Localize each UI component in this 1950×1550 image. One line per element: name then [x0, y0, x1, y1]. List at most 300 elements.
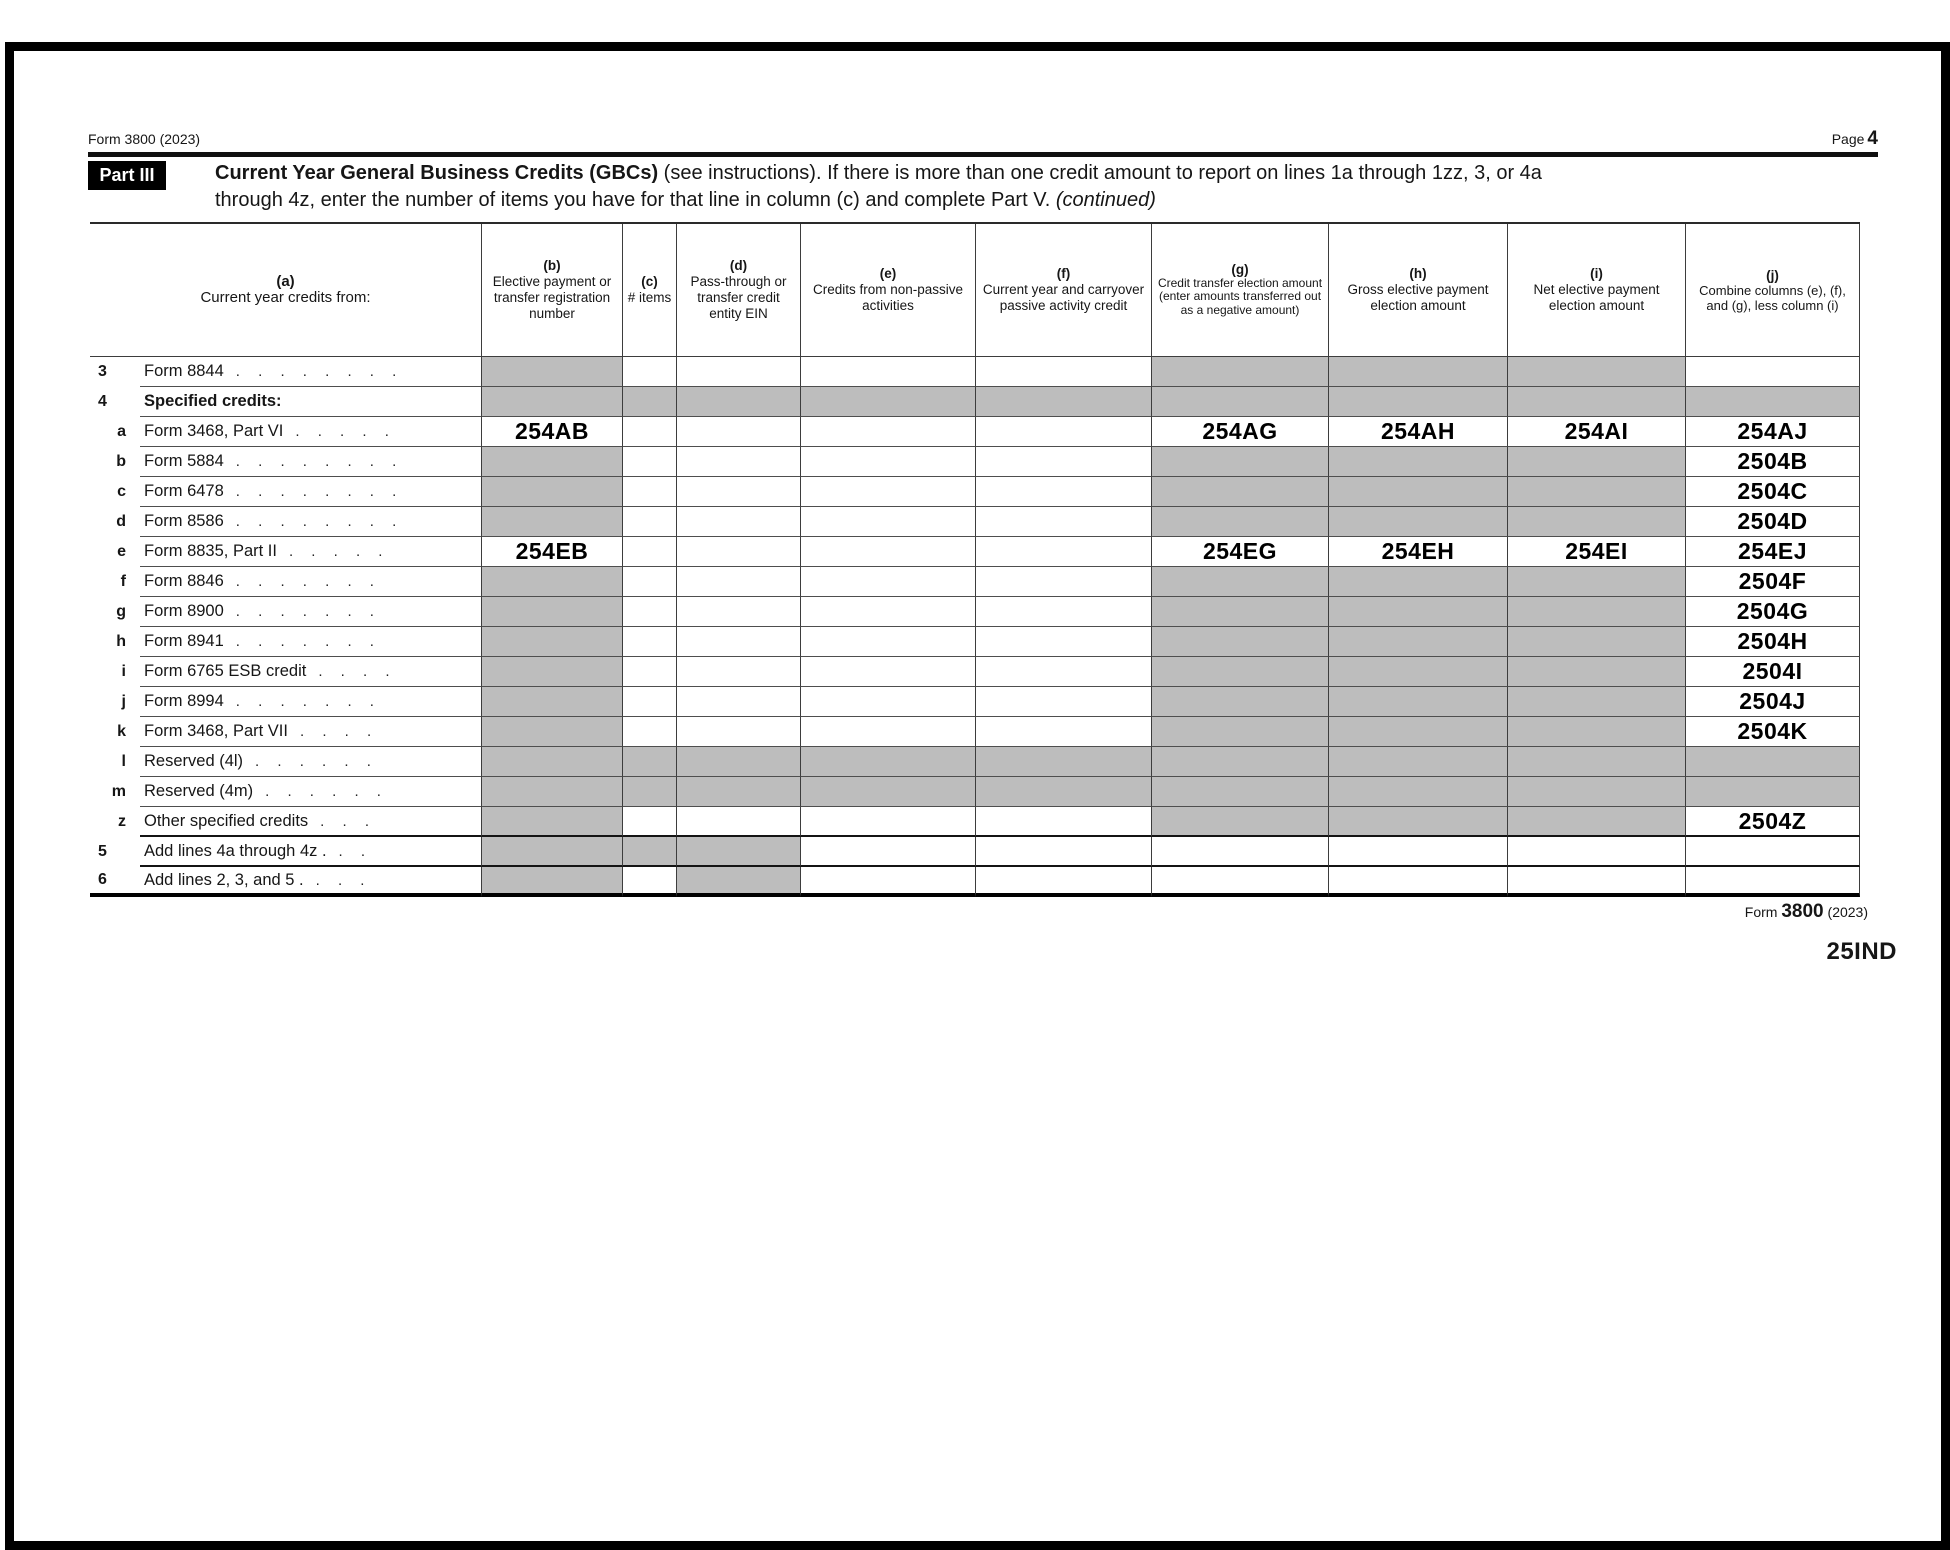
row-label-4g: [140, 597, 482, 627]
cell-4b-c: [623, 447, 677, 477]
cell-4d-h: [1329, 507, 1508, 537]
part-iii-badge: Part III: [88, 161, 166, 190]
cell-4i-e: [801, 657, 976, 687]
footer-form-word: Form: [1744, 904, 1778, 920]
row-num-4g: g: [116, 603, 126, 620]
row-label-text: Add lines 2, 3, and 5 .: [144, 870, 304, 889]
cell-4m-f: [976, 777, 1152, 807]
row-label-4f: [140, 567, 482, 597]
row-num-4z: z: [118, 813, 126, 830]
cell-4k-d: [677, 717, 801, 747]
cell-5-d: [677, 837, 801, 867]
row-num-5: 5: [98, 843, 107, 860]
cell-5-b: [482, 837, 623, 867]
cell-4k-h: [1329, 717, 1508, 747]
cell-4i-f: [976, 657, 1152, 687]
col-desc-b: Elective payment or transfer registration number: [492, 274, 612, 321]
cell-4h-f: [976, 627, 1152, 657]
dot-leader: . . . . . . . .: [235, 453, 397, 470]
dot-leader: . . . .: [318, 663, 390, 680]
cell-4z-b: [482, 807, 623, 837]
row-label-4: [140, 387, 482, 417]
col-letter-g: (g): [1231, 262, 1249, 277]
row-label-text: Specified credits:: [144, 392, 282, 410]
col-header-b: [482, 224, 623, 357]
row-num-4c: c: [117, 483, 126, 500]
cell-4z-d: [677, 807, 801, 837]
field-code-4a-i: 254AI: [1564, 418, 1629, 444]
col-header-h: [1329, 224, 1508, 357]
dot-leader: . . . . . .: [265, 783, 381, 800]
col-letter-c: (c): [641, 274, 658, 289]
cell-4g-c: [623, 597, 677, 627]
col-letter-d: (d): [729, 258, 748, 273]
cell-4e-b: [482, 537, 623, 567]
cell-4h-g: [1152, 627, 1329, 657]
cell-4z-g: [1152, 807, 1329, 837]
row-label-4i: [140, 657, 482, 687]
cell-4i-i: [1508, 657, 1686, 687]
row-num-3: 3: [98, 363, 107, 380]
cell-4g-d: [677, 597, 801, 627]
cell-4g-i: [1508, 597, 1686, 627]
cell-4m-e: [801, 777, 976, 807]
cell-4g-f: [976, 597, 1152, 627]
cell-4a-g: [1152, 417, 1329, 447]
row-label-4l: [140, 747, 482, 777]
cell-4f-f: [976, 567, 1152, 597]
col-desc-a: Current year credits from:: [200, 289, 371, 306]
cell-4b-d: [677, 447, 801, 477]
cell-4j-h: [1329, 687, 1508, 717]
dot-leader: . . . . . .: [255, 753, 371, 770]
cell-3-d: [677, 357, 801, 387]
row-label-4b: [140, 447, 482, 477]
cell-4d-f: [976, 507, 1152, 537]
cell-4k-e: [801, 717, 976, 747]
row-label-text: Form 3468, Part VI: [144, 422, 284, 440]
row-num-4a: a: [117, 423, 126, 440]
dot-leader: . . . .: [299, 723, 372, 740]
row-label-3: [140, 357, 482, 387]
cell-4a-f: [976, 417, 1152, 447]
cell-4b-i: [1508, 447, 1686, 477]
cell-4-b: [482, 387, 623, 417]
cell-4l-j: [1686, 747, 1860, 777]
cell-4j-j: [1686, 687, 1860, 717]
cell-4g-e: [801, 597, 976, 627]
row-label-text: Other specified credits: [144, 811, 309, 830]
cell-4z-j: [1686, 807, 1860, 837]
cell-4b-f: [976, 447, 1152, 477]
part-title-continued: (continued): [1055, 189, 1156, 211]
cell-4m-d: [677, 777, 801, 807]
col-header-a: [90, 224, 482, 357]
field-code-4e-h: 254EH: [1381, 538, 1455, 564]
row-label-text: Form 8844: [144, 362, 224, 380]
cell-4-c: [623, 387, 677, 417]
cell-4k-c: [623, 717, 677, 747]
cell-5-f: [976, 837, 1152, 867]
col-desc-d: Pass-through or transfer credit entity EIN: [690, 274, 787, 321]
part-iii-title: [215, 160, 1887, 214]
row-num-4e: e: [117, 543, 126, 560]
cell-4e-e: [801, 537, 976, 567]
cell-4l-d: [677, 747, 801, 777]
cell-4-g: [1152, 387, 1329, 417]
cell-4e-i: [1508, 537, 1686, 567]
field-code-4c-j: 2504C: [1737, 478, 1808, 504]
cell-4j-e: [801, 687, 976, 717]
cell-4c-b: [482, 477, 623, 507]
header-rule: [88, 152, 1878, 157]
dot-leader: . .: [338, 842, 366, 860]
cell-4g-b: [482, 597, 623, 627]
cell-4d-j: [1686, 507, 1860, 537]
cell-4m-c: [623, 777, 677, 807]
cell-4i-c: [623, 657, 677, 687]
cell-4e-g: [1152, 537, 1329, 567]
col-header-d: [677, 224, 801, 357]
col-desc-h: Gross elective payment election amount: [1347, 282, 1489, 313]
cell-4b-h: [1329, 447, 1508, 477]
row-label-4e: [140, 537, 482, 567]
cell-4j-d: [677, 687, 801, 717]
row-label-text: Add lines 4a through 4z .: [144, 841, 327, 860]
row-label-4d: [140, 507, 482, 537]
page-header: [88, 128, 1878, 150]
cell-3-j: [1686, 357, 1860, 387]
cell-4i-d: [677, 657, 801, 687]
field-code-4a-h: 254AH: [1380, 418, 1456, 444]
cell-4b-g: [1152, 447, 1329, 477]
row-label-6: [140, 867, 482, 897]
cell-5-e: [801, 837, 976, 867]
cell-4-j: [1686, 387, 1860, 417]
cell-6-j: [1686, 867, 1860, 897]
cell-4e-d: [677, 537, 801, 567]
cell-6-f: [976, 867, 1152, 897]
cell-4a-d: [677, 417, 801, 447]
cell-5-h: [1329, 837, 1508, 867]
col-header-i: [1508, 224, 1686, 357]
field-code-4f-j: 2504F: [1738, 568, 1807, 594]
cell-4f-b: [482, 567, 623, 597]
field-code-4j-j: 2504J: [1739, 688, 1806, 714]
cell-4b-j: [1686, 447, 1860, 477]
row-num-6: 6: [90, 867, 140, 897]
cell-4i-g: [1152, 657, 1329, 687]
cell-4e-f: [976, 537, 1152, 567]
row-label-4j: [140, 687, 482, 717]
cell-6-b: [482, 867, 623, 897]
cell-4g-g: [1152, 597, 1329, 627]
cell-4d-b: [482, 507, 623, 537]
part-title-bold: Current Year General Business Credits (GBCs): [215, 162, 659, 184]
row-label-text: Form 6478: [144, 482, 224, 500]
cell-4f-d: [677, 567, 801, 597]
cell-6-d: [677, 867, 801, 897]
cell-4l-i: [1508, 747, 1686, 777]
row-num-4l: l: [121, 753, 126, 770]
cell-6-c: [623, 867, 677, 897]
cell-4z-h: [1329, 807, 1508, 837]
cell-4k-g: [1152, 717, 1329, 747]
cell-3-f: [976, 357, 1152, 387]
dot-leader: . . .: [320, 812, 369, 830]
cell-4a-c: [623, 417, 677, 447]
cell-4j-g: [1152, 687, 1329, 717]
cell-4k-f: [976, 717, 1152, 747]
cell-4-e: [801, 387, 976, 417]
dot-leader: . . .: [315, 871, 365, 889]
cell-5-j: [1686, 837, 1860, 867]
gbc-table: [90, 222, 1860, 897]
cell-4b-b: [482, 447, 623, 477]
cell-4d-e: [801, 507, 976, 537]
dot-leader: . . . . . . .: [235, 573, 374, 590]
row-label-4z: [140, 807, 482, 837]
cell-3-g: [1152, 357, 1329, 387]
row-label-4c: [140, 477, 482, 507]
cell-4k-b: [482, 717, 623, 747]
row-num-4f: f: [120, 573, 126, 590]
cell-4c-j: [1686, 477, 1860, 507]
page-number: 4: [1867, 128, 1878, 149]
cell-4c-c: [623, 477, 677, 507]
cell-4j-i: [1508, 687, 1686, 717]
cell-4e-c: [623, 537, 677, 567]
row-label-text: Form 8846: [144, 572, 224, 590]
col-letter-b: (b): [543, 258, 561, 273]
field-code-4h-j: 2504H: [1737, 628, 1808, 654]
col-letter-i: (i): [1590, 266, 1603, 281]
footer-form-number: 3800: [1781, 901, 1824, 922]
row-num-4j: j: [121, 693, 126, 710]
cell-3-i: [1508, 357, 1686, 387]
row-label-text: Form 8586: [144, 512, 224, 530]
field-code-4e-i: 254EI: [1565, 538, 1628, 564]
cell-4l-h: [1329, 747, 1508, 777]
row-num-4h: h: [116, 633, 126, 650]
cell-4a-h: [1329, 417, 1508, 447]
row-num-4k: k: [117, 723, 126, 740]
cell-4z-i: [1508, 807, 1686, 837]
cell-4-i: [1508, 387, 1686, 417]
form-number: Form 3800 (2023): [88, 131, 201, 147]
dot-leader: . . . . . . . .: [235, 513, 397, 530]
cell-4h-i: [1508, 627, 1686, 657]
cell-3-c: [623, 357, 677, 387]
col-header-j: [1686, 224, 1860, 357]
cell-4i-h: [1329, 657, 1508, 687]
col-header-f: [976, 224, 1152, 357]
cell-4d-c: [623, 507, 677, 537]
cell-4-f: [976, 387, 1152, 417]
cell-4e-h: [1329, 537, 1508, 567]
cell-5-g: [1152, 837, 1329, 867]
cell-4c-f: [976, 477, 1152, 507]
cell-4a-i: [1508, 417, 1686, 447]
col-desc-i: Net elective payment election amount: [1533, 282, 1660, 313]
row-label-text: Reserved (4m): [144, 782, 254, 800]
cell-4f-h: [1329, 567, 1508, 597]
cell-5-i: [1508, 837, 1686, 867]
cell-4f-j: [1686, 567, 1860, 597]
cell-4c-i: [1508, 477, 1686, 507]
row-label-text: Form 6765 ESB credit: [144, 662, 307, 680]
cell-4m-h: [1329, 777, 1508, 807]
cell-4l-g: [1152, 747, 1329, 777]
cell-4k-i: [1508, 717, 1686, 747]
footer-form-year: (2023): [1827, 904, 1868, 920]
cell-4i-j: [1686, 657, 1860, 687]
field-code-4d-j: 2504D: [1737, 508, 1808, 534]
cell-4h-d: [677, 627, 801, 657]
cell-4b-e: [801, 447, 976, 477]
dot-leader: . . . . . . .: [235, 693, 374, 710]
col-header-g: [1152, 224, 1329, 357]
cell-4z-f: [976, 807, 1152, 837]
cell-4j-f: [976, 687, 1152, 717]
col-desc-e: Credits from non-passive activities: [812, 282, 964, 313]
cell-4m-i: [1508, 777, 1686, 807]
cell-4l-b: [482, 747, 623, 777]
col-letter-e: (e): [879, 266, 897, 281]
row-label-4a: [140, 417, 482, 447]
cell-4i-b: [482, 657, 623, 687]
cell-4h-b: [482, 627, 623, 657]
cell-4h-e: [801, 627, 976, 657]
cell-6-h: [1329, 867, 1508, 897]
col-desc-g: Credit transfer election amount (enter amounts transferred out as a negative amount): [1157, 275, 1323, 317]
cell-4m-j: [1686, 777, 1860, 807]
cell-4a-e: [801, 417, 976, 447]
col-desc-f: Current year and carryover passive activity credit: [982, 282, 1145, 313]
cell-4h-h: [1329, 627, 1508, 657]
field-code-4e-j: 254EJ: [1737, 538, 1807, 564]
col-letter-f: (f): [1056, 266, 1071, 281]
field-code-4a-b: 254AB: [514, 418, 590, 444]
field-code-4g-j: 2504G: [1736, 598, 1809, 624]
cell-6-g: [1152, 867, 1329, 897]
field-code-4e-g: 254EG: [1202, 538, 1278, 564]
col-letter-h: (h): [1409, 266, 1427, 281]
cell-4z-e: [801, 807, 976, 837]
page-indicator: [1832, 128, 1878, 150]
col-letter-j: (j): [1766, 267, 1779, 283]
cell-5-c: [623, 837, 677, 867]
cell-4j-b: [482, 687, 623, 717]
cell-4h-j: [1686, 627, 1860, 657]
col-desc-j: Combine columns (e), (f), and (g), less column (i): [1699, 282, 1846, 313]
part-title-line2: through 4z, enter the number of items you have for that line in column (c) and complete Part V.: [215, 189, 1056, 211]
cell-4l-f: [976, 747, 1152, 777]
row-num-4i: i: [121, 663, 126, 680]
field-code-4z-j: 2504Z: [1738, 807, 1807, 834]
row-label-text: Form 8994: [144, 692, 224, 710]
field-code-4e-b: 254EB: [515, 538, 589, 564]
dot-leader: . . . . .: [295, 423, 389, 440]
cell-4m-g: [1152, 777, 1329, 807]
cell-4-d: [677, 387, 801, 417]
dot-leader: . . . . . . . .: [235, 363, 397, 380]
row-label-text: Form 5884: [144, 452, 224, 470]
cell-6-i: [1508, 867, 1686, 897]
row-num-4: 4: [98, 393, 107, 410]
cell-4j-c: [623, 687, 677, 717]
cell-4c-h: [1329, 477, 1508, 507]
field-code-4a-j: 254AJ: [1737, 418, 1808, 444]
col-letter-a: (a): [276, 273, 295, 290]
cell-3-b: [482, 357, 623, 387]
dot-leader: . . . . . . .: [235, 603, 374, 620]
cell-4c-e: [801, 477, 976, 507]
row-num-4m: m: [111, 783, 126, 800]
field-code-4i-j: 2504I: [1742, 658, 1803, 684]
cell-6-e: [801, 867, 976, 897]
cell-4c-g: [1152, 477, 1329, 507]
row-num-4d: d: [116, 513, 126, 530]
cell-4f-g: [1152, 567, 1329, 597]
dot-leader: . . . . .: [288, 543, 383, 560]
field-code-4b-j: 2504B: [1737, 448, 1808, 474]
dot-leader: . . . . . . .: [235, 633, 374, 650]
cell-4f-c: [623, 567, 677, 597]
col-header-c: [623, 224, 677, 357]
cell-4d-i: [1508, 507, 1686, 537]
cell-4l-e: [801, 747, 976, 777]
cell-4m-b: [482, 777, 623, 807]
cell-4d-d: [677, 507, 801, 537]
row-label-text: Form 8941: [144, 632, 224, 650]
cell-3-e: [801, 357, 976, 387]
row-num-4b: b: [116, 453, 126, 470]
col-desc-c: # items: [627, 290, 672, 305]
cell-4-h: [1329, 387, 1508, 417]
cell-4z-c: [623, 807, 677, 837]
cell-4g-j: [1686, 597, 1860, 627]
row-label-text: Form 8835, Part II: [144, 542, 277, 560]
field-code-4a-g: 254AG: [1202, 418, 1278, 444]
row-label-4m: [140, 777, 482, 807]
row-label-text: Form 3468, Part VII: [144, 722, 288, 740]
dot-leader: . . . . . . . .: [235, 483, 397, 500]
cell-4f-i: [1508, 567, 1686, 597]
row-label-text: Form 8900: [144, 602, 224, 620]
cell-4d-g: [1152, 507, 1329, 537]
row-label-4h: [140, 627, 482, 657]
cell-3-h: [1329, 357, 1508, 387]
row-label-5: [140, 837, 482, 867]
cell-4h-c: [623, 627, 677, 657]
row-label-text: Reserved (4l): [144, 752, 244, 770]
page-label: Page: [1831, 131, 1865, 147]
ind-stamp: 25IND: [1826, 938, 1897, 965]
cell-4f-e: [801, 567, 976, 597]
part-title-line1: (see instructions). If there is more than one credit amount to report on lines 1a through 1zz, 3, or 4a: [658, 162, 1542, 184]
col-header-e: [801, 224, 976, 357]
cell-4k-j: [1686, 717, 1860, 747]
cell-4a-j: [1686, 417, 1860, 447]
cell-4e-j: [1686, 537, 1860, 567]
field-code-4k-j: 2504K: [1737, 718, 1808, 744]
cell-4a-b: [482, 417, 623, 447]
cell-4c-d: [677, 477, 801, 507]
row-label-4k: [140, 717, 482, 747]
form-footer: [90, 901, 1868, 923]
cell-4g-h: [1329, 597, 1508, 627]
